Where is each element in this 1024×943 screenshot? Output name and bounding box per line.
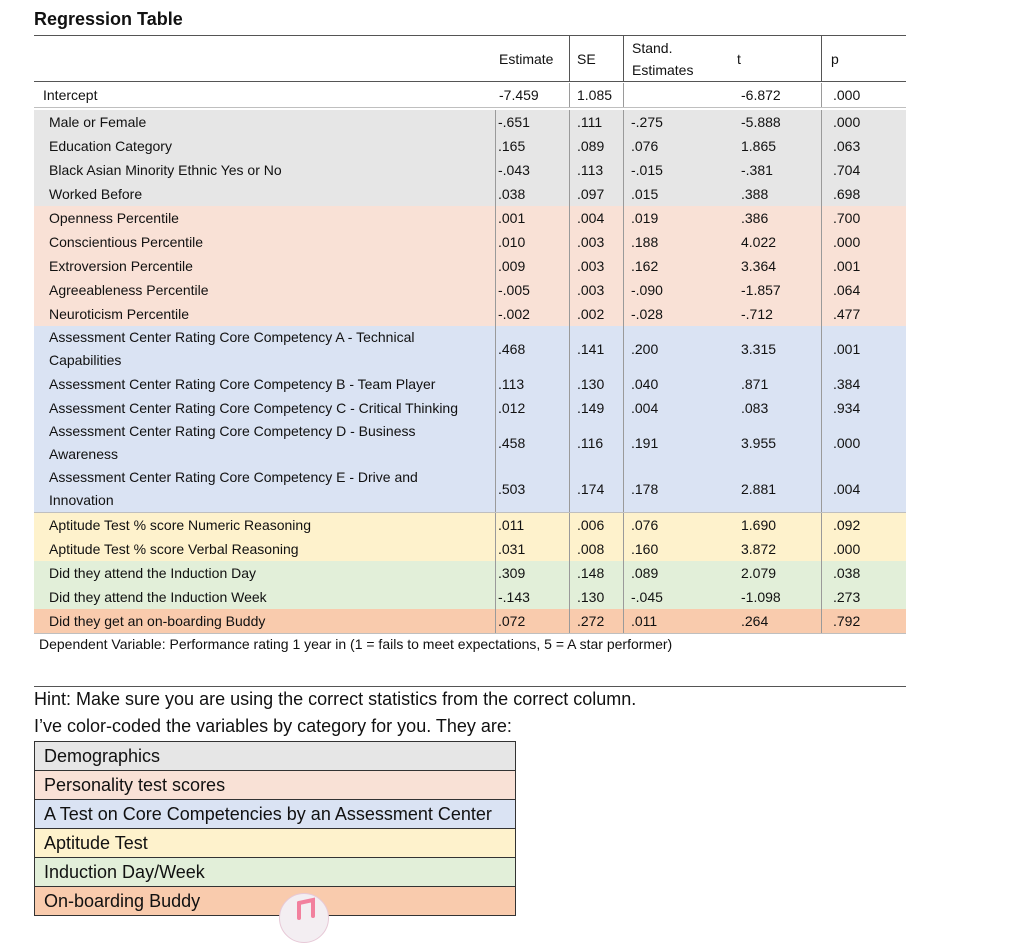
cell-se: .113 xyxy=(577,162,604,178)
table-footnote: Dependent Variable: Performance rating 1 year in (1 = fails to meet expectations, 5 = A star performer) xyxy=(39,636,673,652)
cell-divider xyxy=(821,158,822,182)
cell-divider xyxy=(821,254,822,278)
header-stand-line2: Estimates xyxy=(632,62,694,78)
cell-divider xyxy=(623,158,624,182)
table-title: Regression Table xyxy=(34,9,183,29)
cell-divider xyxy=(495,561,496,585)
row-label: Worked Before xyxy=(49,185,143,202)
cell-divider xyxy=(821,420,822,466)
hint-text-line1: Hint: Make sure you are using the correct statistics from the correct column. xyxy=(34,689,637,709)
cell-stand: .011 xyxy=(631,613,658,629)
cell-divider xyxy=(821,609,822,633)
cell-estimate: -.143 xyxy=(498,589,530,605)
row-label: Assessment Center Rating Core Competency C - Critical Thinking xyxy=(49,399,459,416)
cell-divider xyxy=(569,182,570,206)
cell-divider xyxy=(623,396,624,420)
cell-divider xyxy=(495,396,496,420)
cell-t: 3.872 xyxy=(741,541,777,557)
cell-estimate: .309 xyxy=(498,565,526,581)
cell-divider xyxy=(623,372,624,396)
cell-divider xyxy=(495,254,496,278)
cell-se: .111 xyxy=(577,114,603,130)
row-label: Did they get an on-boarding Buddy xyxy=(49,612,266,629)
cell-divider xyxy=(569,230,570,254)
cell-divider xyxy=(569,134,570,158)
row-label: Intercept xyxy=(43,86,98,103)
table-row xyxy=(34,513,906,538)
cell-divider xyxy=(495,134,496,158)
cell-p: .000 xyxy=(833,435,861,451)
cell-divider xyxy=(623,134,624,158)
cell-t: .264 xyxy=(741,613,769,629)
cell-divider xyxy=(821,302,822,326)
cell-estimate: -.651 xyxy=(498,114,530,130)
row-label: Agreeableness Percentile xyxy=(49,281,209,298)
cell-divider xyxy=(821,537,822,561)
table-row xyxy=(34,230,906,255)
cell-divider xyxy=(569,537,570,561)
cell-stand: .162 xyxy=(631,258,659,274)
row-label: Openness Percentile xyxy=(49,209,179,226)
cell-estimate: .072 xyxy=(498,613,526,629)
cell-se: .174 xyxy=(577,481,605,497)
cell-divider xyxy=(821,230,822,254)
cell-estimate: .113 xyxy=(498,376,525,392)
cell-t: 2.881 xyxy=(741,481,777,497)
legend-item-induction: Induction Day/Week xyxy=(35,858,515,887)
cell-t: -.712 xyxy=(741,306,773,322)
cell-t: -5.888 xyxy=(741,114,781,130)
cell-t: 2.079 xyxy=(741,565,777,581)
cell-estimate: .009 xyxy=(498,258,526,274)
cell-estimate: .458 xyxy=(498,435,526,451)
cell-se: .141 xyxy=(577,341,605,357)
cell-divider xyxy=(569,326,570,372)
hint-text-line2: I’ve color-coded the variables by category for you. They are: xyxy=(34,716,512,736)
header-estimate: Estimate xyxy=(499,51,554,67)
table-top-rule xyxy=(34,35,906,36)
row-label: Assessment Center Rating Core Competency B - Team Player xyxy=(49,375,436,392)
cell-estimate: .031 xyxy=(498,541,526,557)
cell-divider xyxy=(623,466,624,512)
cell-divider xyxy=(495,206,496,230)
cell-se: .148 xyxy=(577,565,605,581)
cell-estimate: .011 xyxy=(498,517,525,533)
table-row xyxy=(34,466,906,513)
cell-stand: .076 xyxy=(631,517,659,533)
cell-estimate: -7.459 xyxy=(499,87,539,103)
cell-divider xyxy=(821,326,822,372)
table-row xyxy=(34,206,906,231)
cell-divider xyxy=(495,585,496,609)
cell-p: .001 xyxy=(833,341,861,357)
row-label: Extroversion Percentile xyxy=(49,257,193,274)
cell-p: .000 xyxy=(833,87,861,103)
cell-t: -1.098 xyxy=(741,589,781,605)
cell-stand: .040 xyxy=(631,376,659,392)
cell-divider xyxy=(569,302,570,326)
cell-stand: .200 xyxy=(631,341,659,357)
table-row xyxy=(34,326,906,373)
cell-divider xyxy=(569,158,570,182)
cell-divider xyxy=(495,420,496,466)
cell-divider xyxy=(821,110,822,134)
cell-se: .003 xyxy=(577,282,605,298)
hint-rule xyxy=(34,686,906,687)
cell-divider xyxy=(495,326,496,372)
header-p: p xyxy=(831,51,839,67)
cell-divider xyxy=(495,372,496,396)
header-t: t xyxy=(737,51,741,67)
cell-estimate: .165 xyxy=(498,138,526,154)
cell-t: 3.955 xyxy=(741,435,777,451)
legend-item-aptitude: Aptitude Test xyxy=(35,829,515,858)
cell-se: .116 xyxy=(577,435,604,451)
table-row xyxy=(34,537,906,562)
row-label: Assessment Center Rating Core Competency D - Business Awareness xyxy=(49,423,416,462)
cell-divider xyxy=(623,110,624,134)
cell-t: 4.022 xyxy=(741,234,777,250)
table-row xyxy=(34,302,906,327)
legend-item-demographics: Demographics xyxy=(35,742,515,771)
cell-divider xyxy=(821,513,822,537)
cell-divider xyxy=(495,230,496,254)
cell-p: .000 xyxy=(833,541,861,557)
cell-t: .083 xyxy=(741,400,769,416)
cell-stand: -.045 xyxy=(631,589,663,605)
cell-t: -.381 xyxy=(741,162,773,178)
row-label: Aptitude Test % score Verbal Reasoning xyxy=(49,540,299,557)
row-label: Assessment Center Rating Core Competency A - Technical Capabilities xyxy=(49,329,415,368)
row-label: Aptitude Test % score Numeric Reasoning xyxy=(49,516,311,533)
row-label: Male or Female xyxy=(49,113,147,130)
table-row xyxy=(34,83,906,108)
header-divider xyxy=(821,36,822,81)
legend-item-buddy: On-boarding Buddy xyxy=(35,887,515,916)
cell-divider xyxy=(623,254,624,278)
header-divider xyxy=(569,36,570,81)
cell-t: -1.857 xyxy=(741,282,781,298)
table-row xyxy=(34,182,906,207)
table-row xyxy=(34,585,906,610)
row-label: Did they attend the Induction Week xyxy=(49,588,267,605)
cell-divider xyxy=(569,513,570,537)
cell-stand: -.028 xyxy=(631,306,663,322)
cell-stand: -.275 xyxy=(631,114,663,130)
cell-divider xyxy=(495,302,496,326)
cell-p: .273 xyxy=(833,589,861,605)
cell-se: .003 xyxy=(577,234,605,250)
cell-t: .388 xyxy=(741,186,769,202)
table-row xyxy=(34,420,906,467)
cell-divider xyxy=(623,83,624,107)
cell-se: .002 xyxy=(577,306,605,322)
cell-divider xyxy=(569,254,570,278)
cell-se: .130 xyxy=(577,376,605,392)
cell-estimate: -.002 xyxy=(498,306,530,322)
cell-se: .008 xyxy=(577,541,605,557)
cell-stand: .019 xyxy=(631,210,659,226)
cell-divider xyxy=(569,466,570,512)
cell-estimate: .001 xyxy=(498,210,526,226)
cell-divider xyxy=(821,134,822,158)
cell-divider xyxy=(569,206,570,230)
cell-stand: .178 xyxy=(631,481,659,497)
cell-p: .384 xyxy=(833,376,861,392)
cell-p: .038 xyxy=(833,565,861,581)
row-label: Did they attend the Induction Day xyxy=(49,564,257,581)
cell-divider xyxy=(495,537,496,561)
cell-estimate: .010 xyxy=(498,234,526,250)
cell-divider xyxy=(495,182,496,206)
cell-divider xyxy=(569,110,570,134)
cell-divider xyxy=(821,466,822,512)
cell-divider xyxy=(569,585,570,609)
cell-divider xyxy=(623,230,624,254)
cell-stand: .160 xyxy=(631,541,659,557)
cell-se: .006 xyxy=(577,517,605,533)
cell-p: .704 xyxy=(833,162,861,178)
cell-divider xyxy=(623,609,624,633)
cell-p: .700 xyxy=(833,210,861,226)
row-label: Assessment Center Rating Core Competency E - Drive and Innovation xyxy=(49,469,418,508)
cell-p: .092 xyxy=(833,517,861,533)
header-stand-line1: Stand. xyxy=(632,40,673,56)
cell-divider xyxy=(623,537,624,561)
cell-divider xyxy=(821,585,822,609)
table-row xyxy=(34,134,906,159)
cell-divider xyxy=(495,278,496,302)
cell-divider xyxy=(569,372,570,396)
cell-divider xyxy=(623,420,624,466)
cell-se: .097 xyxy=(577,186,605,202)
cell-estimate: -.005 xyxy=(498,282,530,298)
table-row xyxy=(34,158,906,183)
table-header-rule xyxy=(34,81,906,82)
table-row xyxy=(34,396,906,421)
cell-p: .063 xyxy=(833,138,861,154)
cell-t: 1.865 xyxy=(741,138,777,154)
cell-divider xyxy=(821,182,822,206)
cell-stand: .089 xyxy=(631,565,659,581)
cell-p: .001 xyxy=(833,258,861,274)
table-row xyxy=(34,561,906,586)
cell-divider xyxy=(821,278,822,302)
cell-t: 1.690 xyxy=(741,517,777,533)
cell-divider xyxy=(623,513,624,537)
cell-divider xyxy=(821,83,822,107)
row-label: Neuroticism Percentile xyxy=(49,305,190,322)
cell-divider xyxy=(495,513,496,537)
cell-divider xyxy=(821,206,822,230)
cell-t: .386 xyxy=(741,210,769,226)
cell-divider xyxy=(569,420,570,466)
cell-stand: .191 xyxy=(631,435,659,451)
cell-divider xyxy=(569,396,570,420)
cell-divider xyxy=(623,206,624,230)
cell-p: .792 xyxy=(833,613,861,629)
cell-divider xyxy=(495,158,496,182)
row-label: Black Asian Minority Ethnic Yes or No xyxy=(49,161,282,178)
cell-estimate: .468 xyxy=(498,341,526,357)
cell-divider xyxy=(623,182,624,206)
cell-p: .004 xyxy=(833,481,861,497)
cell-p: .477 xyxy=(833,306,861,322)
cell-se: .149 xyxy=(577,400,605,416)
cell-divider xyxy=(623,302,624,326)
header-divider xyxy=(623,36,624,81)
cell-stand: -.015 xyxy=(631,162,663,178)
row-label: Conscientious Percentile xyxy=(49,233,204,250)
cell-p: .000 xyxy=(833,234,861,250)
legend-item-competency: A Test on Core Competencies by an Assessment Center xyxy=(35,800,515,829)
table-row xyxy=(34,609,906,634)
cell-se: .130 xyxy=(577,589,605,605)
table-row xyxy=(34,254,906,279)
header-se: SE xyxy=(577,51,596,67)
cell-estimate: .038 xyxy=(498,186,526,202)
cell-divider xyxy=(495,609,496,633)
cell-divider xyxy=(569,83,570,107)
row-label: Education Category xyxy=(49,137,172,154)
cell-divider xyxy=(569,561,570,585)
cell-divider xyxy=(623,561,624,585)
cell-stand: .004 xyxy=(631,400,659,416)
cell-divider xyxy=(623,585,624,609)
cell-divider xyxy=(623,326,624,372)
cell-divider xyxy=(569,609,570,633)
cell-estimate: .012 xyxy=(498,400,526,416)
cell-stand: .076 xyxy=(631,138,659,154)
table-row xyxy=(34,278,906,303)
cell-divider xyxy=(821,561,822,585)
cell-divider xyxy=(821,372,822,396)
cell-p: .064 xyxy=(833,282,861,298)
legend-item-personality: Personality test scores xyxy=(35,771,515,800)
music-note-icon[interactable] xyxy=(279,893,329,943)
cell-stand: -.090 xyxy=(631,282,663,298)
cell-estimate: .503 xyxy=(498,481,526,497)
table-row xyxy=(34,110,906,135)
cell-divider xyxy=(569,278,570,302)
cell-t: 3.315 xyxy=(741,341,777,357)
cell-divider xyxy=(821,396,822,420)
category-legend xyxy=(34,741,516,916)
cell-divider xyxy=(623,278,624,302)
cell-se: .004 xyxy=(577,210,605,226)
cell-p: .934 xyxy=(833,400,861,416)
cell-divider xyxy=(495,466,496,512)
cell-t: 3.364 xyxy=(741,258,777,274)
cell-se: 1.085 xyxy=(577,87,613,103)
cell-t: -6.872 xyxy=(741,87,781,103)
cell-stand: .015 xyxy=(631,186,659,202)
cell-p: .000 xyxy=(833,114,861,130)
cell-se: .272 xyxy=(577,613,605,629)
cell-p: .698 xyxy=(833,186,861,202)
cell-estimate: -.043 xyxy=(498,162,530,178)
cell-divider xyxy=(495,110,496,134)
table-row xyxy=(34,372,906,397)
cell-t: .871 xyxy=(741,376,769,392)
cell-se: .089 xyxy=(577,138,605,154)
cell-stand: .188 xyxy=(631,234,659,250)
cell-se: .003 xyxy=(577,258,605,274)
